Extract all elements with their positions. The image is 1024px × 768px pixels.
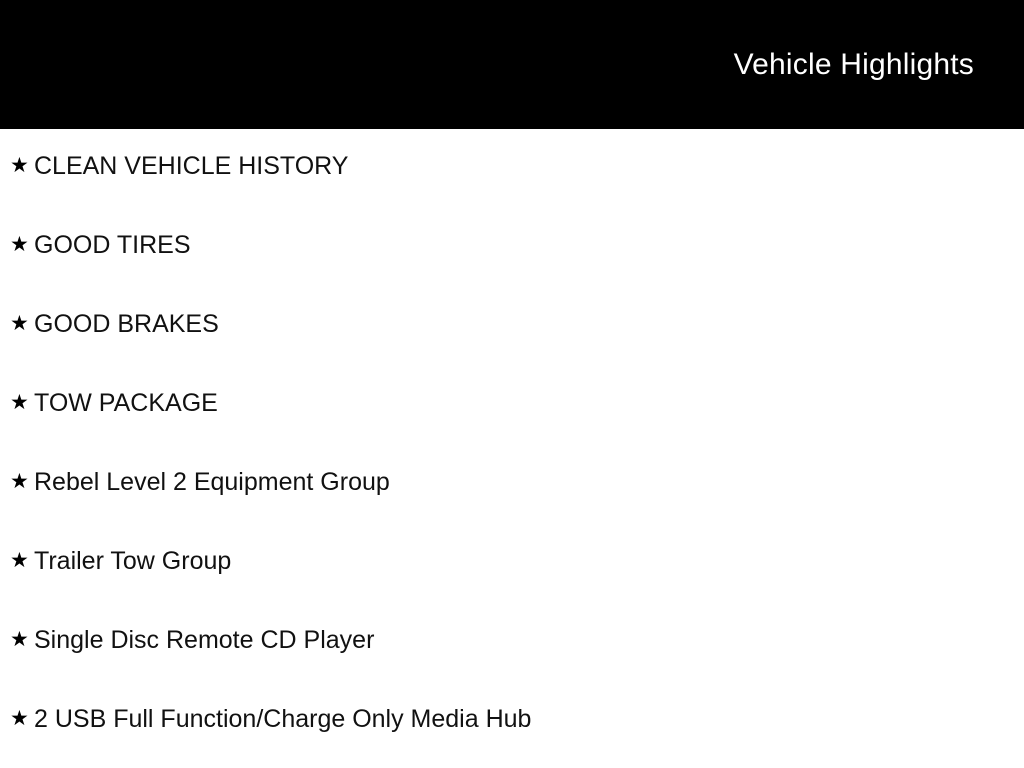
list-item-label: 2 USB Full Function/Charge Only Media Hub: [34, 705, 532, 733]
list-item: [0, 309, 1024, 388]
list-item-label: GOOD TIRES: [34, 231, 191, 259]
list-item-label: Trailer Tow Group: [34, 547, 232, 575]
list-item-label: GOOD BRAKES: [34, 310, 219, 338]
list-item: [0, 546, 1024, 625]
star-icon: ★: [10, 470, 29, 493]
star-icon: ★: [10, 707, 29, 730]
star-icon: ★: [10, 391, 29, 414]
star-icon: ★: [10, 628, 29, 651]
list-item: [0, 467, 1024, 546]
list-item: [0, 151, 1024, 230]
list-item-label: Single Disc Remote CD Player: [34, 626, 375, 654]
star-icon: ★: [10, 549, 29, 572]
page-header: [0, 0, 1024, 129]
page-title: Vehicle Highlights: [733, 47, 974, 81]
list-item: [0, 704, 1024, 768]
list-item: [0, 388, 1024, 467]
list-item: [0, 625, 1024, 704]
star-icon: ★: [10, 154, 29, 177]
list-item-label: TOW PACKAGE: [34, 389, 218, 417]
star-icon: ★: [10, 233, 29, 256]
list-item-label: CLEAN VEHICLE HISTORY: [34, 152, 349, 180]
star-icon: ★: [10, 312, 29, 335]
list-item-label: Rebel Level 2 Equipment Group: [34, 468, 390, 496]
vehicle-highlights-list: [0, 129, 1024, 768]
list-item: [0, 230, 1024, 309]
